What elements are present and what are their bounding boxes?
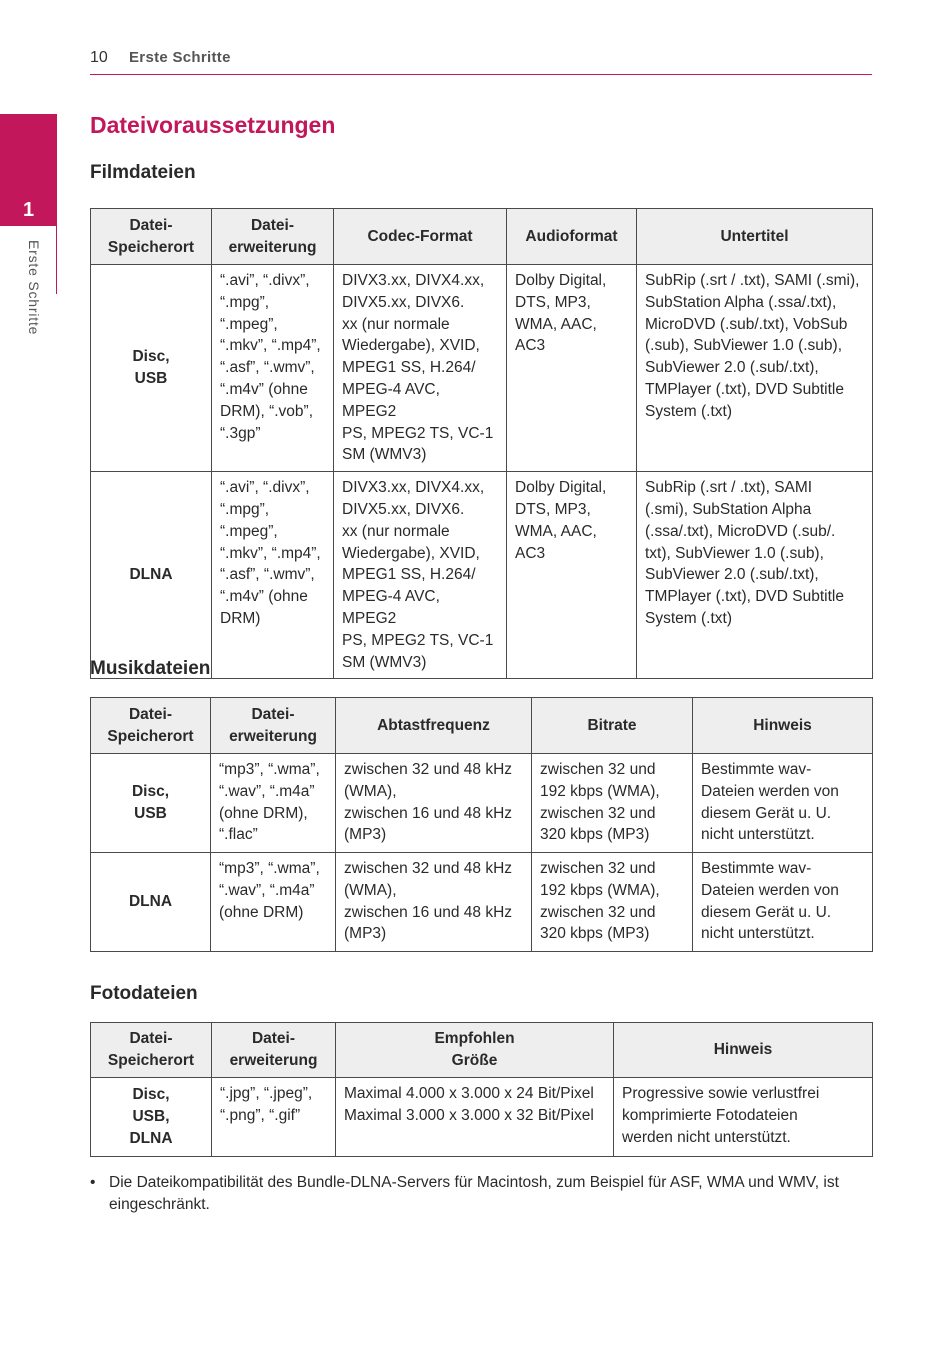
table-row	[91, 1078, 873, 1157]
table-row	[91, 853, 873, 952]
col-size: Empfohlen Größe	[336, 1023, 614, 1078]
cell-codec: DIVX3.xx, DIVX4.xx, DIVX5.xx, DIVX6. xx (nur normale Wiedergabe), XVID, MPEG1 SS, H.264/ MPEG-4 AVC, MPEG2 PS, MPEG2 TS, VC-1 SM (WMV3)	[334, 472, 507, 679]
cell-audio: Dolby Digital, DTS, MP3, WMA, AAC, AC3	[507, 472, 637, 679]
col-codec: Codec-Format	[334, 209, 507, 265]
page-title: Dateivoraussetzungen	[90, 112, 336, 138]
col-subtitle: Untertitel	[637, 209, 873, 265]
col-note: Hinweis	[614, 1023, 873, 1078]
music-table	[90, 697, 873, 952]
cell-frequency: zwischen 32 und 48 kHz (WMA), zwischen 16 und 48 kHz (MP3)	[336, 754, 532, 853]
cell-bitrate: zwischen 32 und 192 kbps (WMA), zwischen 32 und 320 kbps (MP3)	[532, 754, 693, 853]
col-extension: Datei- erweiterung	[212, 209, 334, 265]
footnote	[90, 1172, 872, 1216]
cell-note: Progressive sowie verlustfrei komprimierte Fotodateien werden nicht unterstützt.	[614, 1078, 873, 1157]
bullet-icon: •	[90, 1174, 96, 1191]
cell-subtitle: SubRip (.srt / .txt), SAMI (.smi), SubStation Alpha (.ssa/.txt), MicroDVD (.sub/. txt), SubViewer 1.0 (.sub), SubViewer 2.0 (.sub/.txt), TMPlayer (.txt), DVD Subtitle System (.txt)	[637, 472, 873, 679]
cell-frequency: zwischen 32 und 48 kHz (WMA), zwischen 16 und 48 kHz (MP3)	[336, 853, 532, 952]
col-audio: Audioformat	[507, 209, 637, 265]
photo-table	[90, 1022, 873, 1157]
cell-subtitle: SubRip (.srt / .txt), SAMI (.smi), SubStation Alpha (.ssa/.txt), MicroDVD (.sub/.txt), VobSub (.sub), SubViewer 1.0 (.sub), SubViewer 2.0 (.sub/.txt), TMPlayer (.txt), DVD Subtitle System (.txt)	[637, 265, 873, 472]
cell-codec: DIVX3.xx, DIVX4.xx, DIVX5.xx, DIVX6. xx (nur normale Wiedergabe), XVID, MPEG1 SS, H.264/ MPEG-4 AVC, MPEG2 PS, MPEG2 TS, VC-1 SM (WMV3)	[334, 265, 507, 472]
col-bitrate: Bitrate	[532, 698, 693, 754]
cell-location: Disc, USB	[91, 754, 211, 853]
section-title: Erste Schritte	[129, 49, 231, 66]
cell-audio: Dolby Digital, DTS, MP3, WMA, AAC, AC3	[507, 265, 637, 472]
col-location: Datei- Speicherort	[91, 209, 212, 265]
chapter-tab	[0, 114, 57, 226]
table-row	[91, 472, 873, 679]
film-table	[90, 208, 873, 679]
cell-extension: “mp3”, “.wma”, “.wav”, “.m4a” (ohne DRM)	[211, 853, 336, 952]
chapter-tab-line	[56, 114, 57, 294]
cell-extension: “.jpg”, “.jpeg”, “.png”, “.gif”	[212, 1078, 336, 1157]
table-row	[91, 754, 873, 853]
cell-location: DLNA	[91, 853, 211, 952]
photo-header-row	[91, 1023, 873, 1078]
cell-extension: “.avi”, “.divx”, “.mpg”, “.mpeg”, “.mkv”, “.mp4”, “.asf”, “.wmv”, “.m4v” (ohne DRM), “.vob”, “.3gp”	[212, 265, 334, 472]
cell-size: Maximal 4.000 x 3.000 x 24 Bit/Pixel Maximal 3.000 x 3.000 x 32 Bit/Pixel	[336, 1078, 614, 1157]
chapter-number: 1	[22, 199, 35, 221]
cell-note: Bestimmte wav- Dateien werden von diesem Gerät u. U. nicht unterstützt.	[693, 754, 873, 853]
col-extension: Datei- erweiterung	[211, 698, 336, 754]
chapter-label: Erste Schritte	[26, 240, 42, 336]
film-heading: Filmdateien	[90, 162, 196, 183]
col-location: Datei- Speicherort	[91, 1023, 212, 1078]
cell-location: DLNA	[91, 472, 212, 679]
page-header	[90, 47, 872, 75]
col-frequency: Abtastfrequenz	[336, 698, 532, 754]
cell-location: Disc, USB	[91, 265, 212, 472]
footnote-text: Die Dateikompatibilität des Bundle-DLNA-Servers für Macintosh, zum Beispiel für ASF, WMA und WMV, ist eingeschränkt.	[109, 1174, 839, 1213]
cell-bitrate: zwischen 32 und 192 kbps (WMA), zwischen 32 und 320 kbps (MP3)	[532, 853, 693, 952]
cell-extension: “.avi”, “.divx”, “.mpg”, “.mpeg”, “.mkv”, “.mp4”, “.asf”, “.wmv”, “.m4v” (ohne DRM)	[212, 472, 334, 679]
page-number: 10	[90, 49, 108, 66]
col-location: Datei- Speicherort	[91, 698, 211, 754]
music-heading: Musikdateien	[90, 658, 211, 679]
film-header-row	[91, 209, 873, 265]
table-row	[91, 265, 873, 472]
cell-location: Disc, USB, DLNA	[91, 1078, 212, 1157]
cell-extension: “mp3”, “.wma”, “.wav”, “.m4a” (ohne DRM), “.flac”	[211, 754, 336, 853]
music-header-row	[91, 698, 873, 754]
cell-note: Bestimmte wav- Dateien werden von diesem Gerät u. U. nicht unterstützt.	[693, 853, 873, 952]
col-note: Hinweis	[693, 698, 873, 754]
col-extension: Datei- erweiterung	[212, 1023, 336, 1078]
photo-heading: Fotodateien	[90, 983, 198, 1004]
